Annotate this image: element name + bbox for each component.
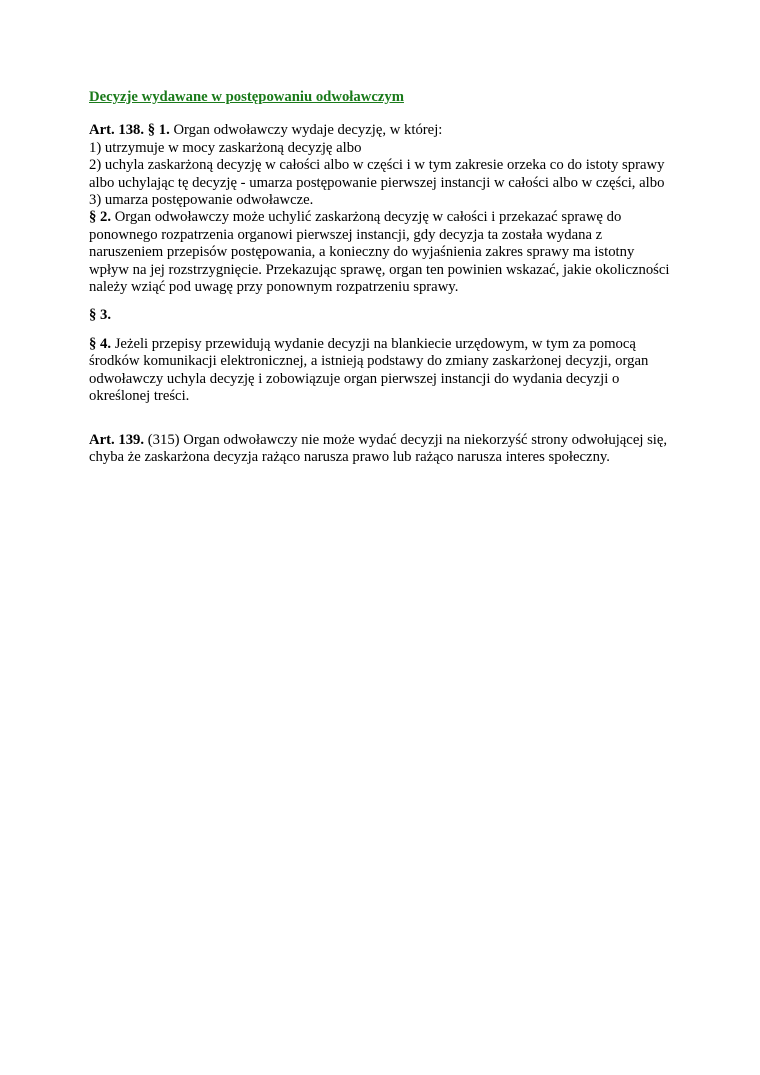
art-138-point-1-segment-0: 1) utrzymuje w mocy zaskarżoną decyzję albo <box>89 139 362 156</box>
art-138-point-1 <box>89 140 674 157</box>
art-138-par-1-intro-segment-1: Organ odwoławczy wydaje decyzję, w której: <box>169 122 443 139</box>
art-138-par-1-intro <box>89 122 674 139</box>
document-blocks <box>89 122 674 466</box>
art-138-point-2-segment-0: 2) uchyla zaskarżoną decyzję w całości albo w części i w tym zakresie orzeka co do istoty sprawy albo uchylając tę decyzję - umarza postępowanie pierwszej instancji w całości albo w części, albo <box>89 157 665 191</box>
document-heading: Decyzje wydawane w postępowaniu odwoławczym <box>89 89 404 105</box>
art-139-segment-0: Art. 139. <box>89 431 145 448</box>
art-138-par-1-intro-segment-0: Art. 138. § 1. <box>89 122 170 139</box>
art-138-par-4 <box>89 336 674 406</box>
art-138-par-3 <box>89 307 674 324</box>
art-138-point-3 <box>89 192 674 209</box>
art-139 <box>89 432 674 467</box>
art-138-par-2-segment-1: Organ odwoławczy może uchylić zaskarżoną decyzję w całości i przekazać sprawę do ponownego rozpatrzenia organowi pierwszej instancji, gdy decyzja ta została wydana z naruszeniem przepisów postępowania, a konieczny do wyjaśnienia zakres sprawy ma istotny wpływ na jej rozstrzygnięcie. Przekazując sprawę, organ ten powinien wskazać, jakie okoliczności należy wziąć pod uwagę przy ponownym rozpatrzeniu sprawy. <box>89 209 670 296</box>
art-138-par-2 <box>89 209 674 296</box>
art-138-par-2-segment-0: § 2. <box>89 209 112 226</box>
art-138-par-4-segment-0: § 4. <box>89 335 112 352</box>
art-138-par-4-segment-1: Jeżeli przepisy przewidują wydanie decyzji na blankiecie urzędowym, w tym za pomocą środków komunikacji elektronicznej, a istnieją podstawy do zmiany zaskarżonej decyzji, organ odwoławczy uchyla decyzję i zobowiązuje organ pierwszej instancji do wydania decyzji o określonej treści. <box>89 335 649 405</box>
art-138-point-3-segment-0: 3) umarza postępowanie odwoławcze. <box>89 192 314 209</box>
art-139-segment-1: (315) Organ odwoławczy nie może wydać decyzji na niekorzyść strony odwołującej się, chyba że zaskarżona decyzja rażąco narusza prawo lub rażąco narusza interes społeczny. <box>89 431 668 465</box>
art-138-par-3-segment-0: § 3. <box>89 307 112 324</box>
art-138-point-2 <box>89 157 674 192</box>
